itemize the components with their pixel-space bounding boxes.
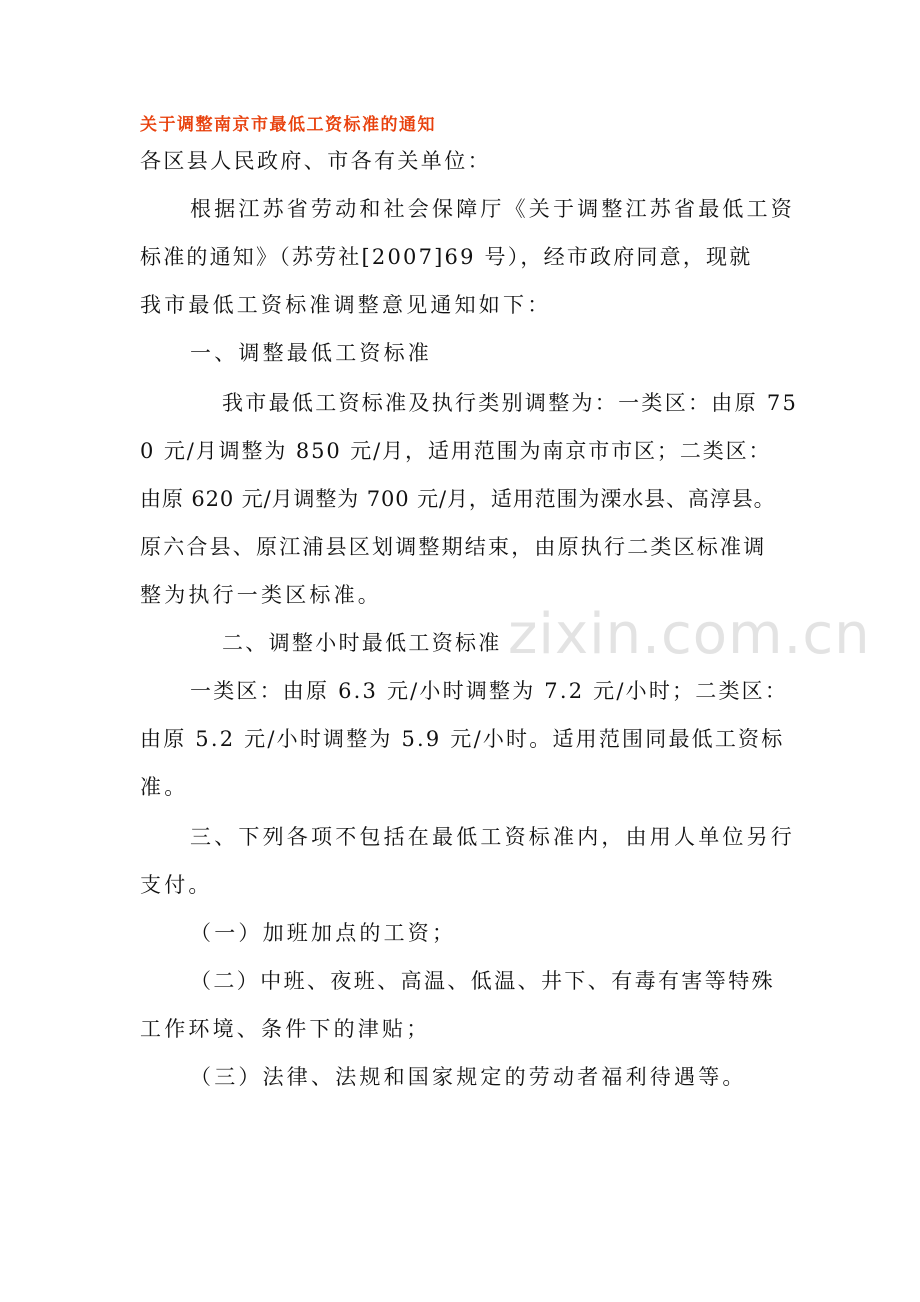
paragraph-line: 我市最低工资标准调整意见通知如下： (140, 293, 552, 317)
document-title: 关于调整南京市最低工资标准的通知 (140, 115, 436, 135)
paragraph-line: 支付。 (140, 873, 213, 897)
paragraph-line: 根据江苏省劳动和社会保障厅《关于调整江苏省最低工资 (190, 197, 795, 221)
salutation: 各区县人民政府、市各有关单位： (140, 149, 491, 173)
section-heading: 二、调整小时最低工资标准 (222, 631, 502, 655)
section-heading: 三、下列各项不包括在最低工资标准内，由用人单位另行 (190, 825, 795, 849)
paragraph-line: 0 元/月调整为 850 元/月，适用范围为南京市市区；二类区： (140, 439, 772, 463)
paragraph-line: 准。 (140, 775, 189, 799)
paragraph-line: 一类区：由原 6.3 元/小时调整为 7.2 元/小时；二类区： (190, 679, 789, 703)
list-item: （二）中班、夜班、高温、低温、井下、有毒有害等特殊 (190, 969, 775, 993)
paragraph-line: 整为执行一类区标准。 (140, 583, 382, 607)
paragraph-line: 工作环境、条件下的津贴； (140, 1017, 431, 1041)
paragraph-line: 原六合县、原江浦县区划调整期结束，由原执行二类区标准调 (140, 535, 767, 559)
section-heading: 一、调整最低工资标准 (190, 341, 432, 365)
paragraph-line: 标准的通知》（苏劳社[2007]69 号），经市政府同意，现就 (140, 245, 753, 269)
list-item: （三）法律、法规和国家规定的劳动者福利待遇等。 (190, 1065, 747, 1089)
paragraph-line: 由原 5.2 元/小时调整为 5.9 元/小时。适用范围同最低工资标 (140, 727, 785, 751)
watermark: zixin.com.cn (508, 602, 871, 667)
paragraph-line: 我市最低工资标准及执行类别调整为：一类区：由原 75 (222, 391, 799, 415)
list-item: （一）加班加点的工资； (190, 921, 457, 945)
paragraph-line: 由原 620 元/月调整为 700 元/月，适用范围为溧水县、高淳县。 (140, 487, 776, 511)
